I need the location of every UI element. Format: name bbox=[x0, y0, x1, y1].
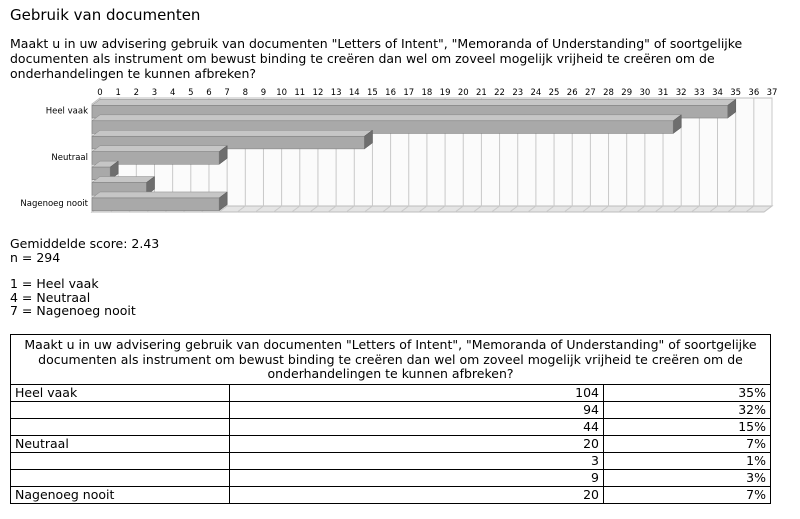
x-tick-label: 36 bbox=[748, 88, 760, 98]
x-tick-label: 2 bbox=[133, 88, 140, 98]
row-label bbox=[11, 469, 230, 486]
x-tick-label: 4 bbox=[169, 88, 176, 98]
row-percent: 7% bbox=[604, 435, 771, 452]
table-row bbox=[11, 469, 771, 486]
bar-top bbox=[92, 192, 227, 198]
table-row bbox=[11, 418, 771, 435]
x-tick-label: 1 bbox=[115, 88, 121, 98]
row-label: Heel vaak bbox=[11, 384, 230, 401]
x-tick-label: 27 bbox=[584, 88, 596, 98]
results-table bbox=[10, 334, 771, 504]
row-percent: 15% bbox=[604, 418, 771, 435]
x-tick-label: 8 bbox=[242, 88, 249, 98]
x-tick-label: 13 bbox=[330, 88, 342, 98]
x-tick-label: 7 bbox=[224, 88, 230, 98]
x-tick-label: 30 bbox=[639, 88, 651, 98]
x-tick-label: 15 bbox=[367, 88, 378, 98]
x-tick-label: 5 bbox=[188, 88, 194, 98]
row-percent: 1% bbox=[604, 452, 771, 469]
x-tick-label: 31 bbox=[657, 88, 669, 98]
row-label: Neutraal bbox=[11, 435, 230, 452]
table-row bbox=[11, 384, 771, 401]
category-label: Nagenoeg nooit bbox=[20, 199, 88, 210]
bar-top bbox=[92, 130, 372, 136]
row-count: 20 bbox=[230, 435, 604, 452]
x-tick-label: 12 bbox=[312, 88, 324, 98]
row-count: 94 bbox=[230, 401, 604, 418]
x-tick-label: 20 bbox=[457, 88, 469, 98]
x-tick-label: 11 bbox=[294, 88, 306, 98]
bar-top bbox=[92, 99, 736, 105]
row-percent: 7% bbox=[604, 486, 771, 503]
x-tick-label: 0 bbox=[97, 88, 103, 98]
bar-top bbox=[92, 115, 681, 121]
table-row bbox=[11, 452, 771, 469]
row-label bbox=[11, 401, 230, 418]
x-tick-label: 6 bbox=[206, 88, 212, 98]
row-percent: 32% bbox=[604, 401, 771, 418]
mean-score: Gemiddelde score: 2.43 bbox=[10, 236, 160, 251]
category-label: Heel vaak bbox=[45, 106, 88, 117]
bar-top bbox=[92, 177, 154, 183]
x-tick-label: 28 bbox=[603, 88, 614, 98]
x-tick-label: 19 bbox=[439, 88, 451, 98]
x-tick-label: 16 bbox=[385, 88, 397, 98]
section-title: Gebruik van documenten bbox=[10, 6, 201, 24]
table-row bbox=[11, 435, 771, 452]
scale-legend-4: 4 = Neutraal bbox=[10, 289, 91, 305]
row-count: 104 bbox=[230, 384, 604, 401]
x-tick-label: 25 bbox=[548, 88, 560, 98]
row-count: 20 bbox=[230, 486, 604, 503]
bar-chart bbox=[0, 84, 800, 219]
category-label: Neutraal bbox=[51, 152, 88, 163]
respondent-count: n = 294 bbox=[10, 249, 61, 265]
x-tick-label: 21 bbox=[475, 88, 487, 98]
row-count: 9 bbox=[230, 469, 604, 486]
x-tick-label: 18 bbox=[421, 88, 433, 98]
x-tick-label: 32 bbox=[675, 88, 687, 98]
x-tick-label: 22 bbox=[494, 88, 505, 98]
x-tick-label: 26 bbox=[566, 88, 578, 98]
x-tick-label: 23 bbox=[512, 88, 524, 98]
x-tick-label: 10 bbox=[276, 88, 288, 98]
row-label bbox=[11, 452, 230, 469]
x-tick-label: 14 bbox=[348, 88, 360, 98]
row-percent: 35% bbox=[604, 384, 771, 401]
row-label bbox=[11, 418, 230, 435]
x-tick-label: 34 bbox=[712, 88, 723, 98]
row-count: 44 bbox=[230, 418, 604, 435]
scale-legend-1: 1 = Heel vaak bbox=[10, 276, 99, 291]
x-tick-label: 17 bbox=[403, 88, 415, 98]
summary-stats bbox=[10, 237, 159, 318]
row-percent: 3% bbox=[604, 469, 771, 486]
scale-legend-7: 7 = Nagenoeg nooit bbox=[10, 303, 136, 318]
x-tick-label: 37 bbox=[766, 88, 778, 98]
table-header: Maakt u in uw advisering gebruik van documenten "Letters of Intent", "Memoranda of Understanding" of soortgelijke documenten als instrument om bewust binding te creëren dan wel om zoveel mogelijk vrijheid te creëren om de onderhandelingen te kunnen afbreken? bbox=[11, 335, 771, 385]
table-row bbox=[11, 401, 771, 418]
question-text: Maakt u in uw advisering gebruik van documenten "Letters of Intent", "Memoranda of Understanding" of soortgelijke documenten als instrument om bewust binding te creëren dan wel om zoveel mogelijk vrijheid te creëren om de onderhandelingen te kunnen afbreken? bbox=[10, 36, 743, 81]
x-tick-label: 3 bbox=[151, 88, 158, 98]
row-label: Nagenoeg nooit bbox=[11, 486, 230, 503]
bar bbox=[92, 198, 219, 211]
table-row bbox=[11, 486, 771, 503]
x-tick-label: 24 bbox=[530, 88, 542, 98]
x-tick-label: 29 bbox=[621, 88, 633, 98]
x-tick-label: 35 bbox=[730, 88, 742, 98]
bar-top bbox=[92, 146, 227, 152]
x-tick-label: 9 bbox=[260, 88, 267, 98]
x-tick-label: 33 bbox=[693, 88, 705, 98]
row-count: 3 bbox=[230, 452, 604, 469]
